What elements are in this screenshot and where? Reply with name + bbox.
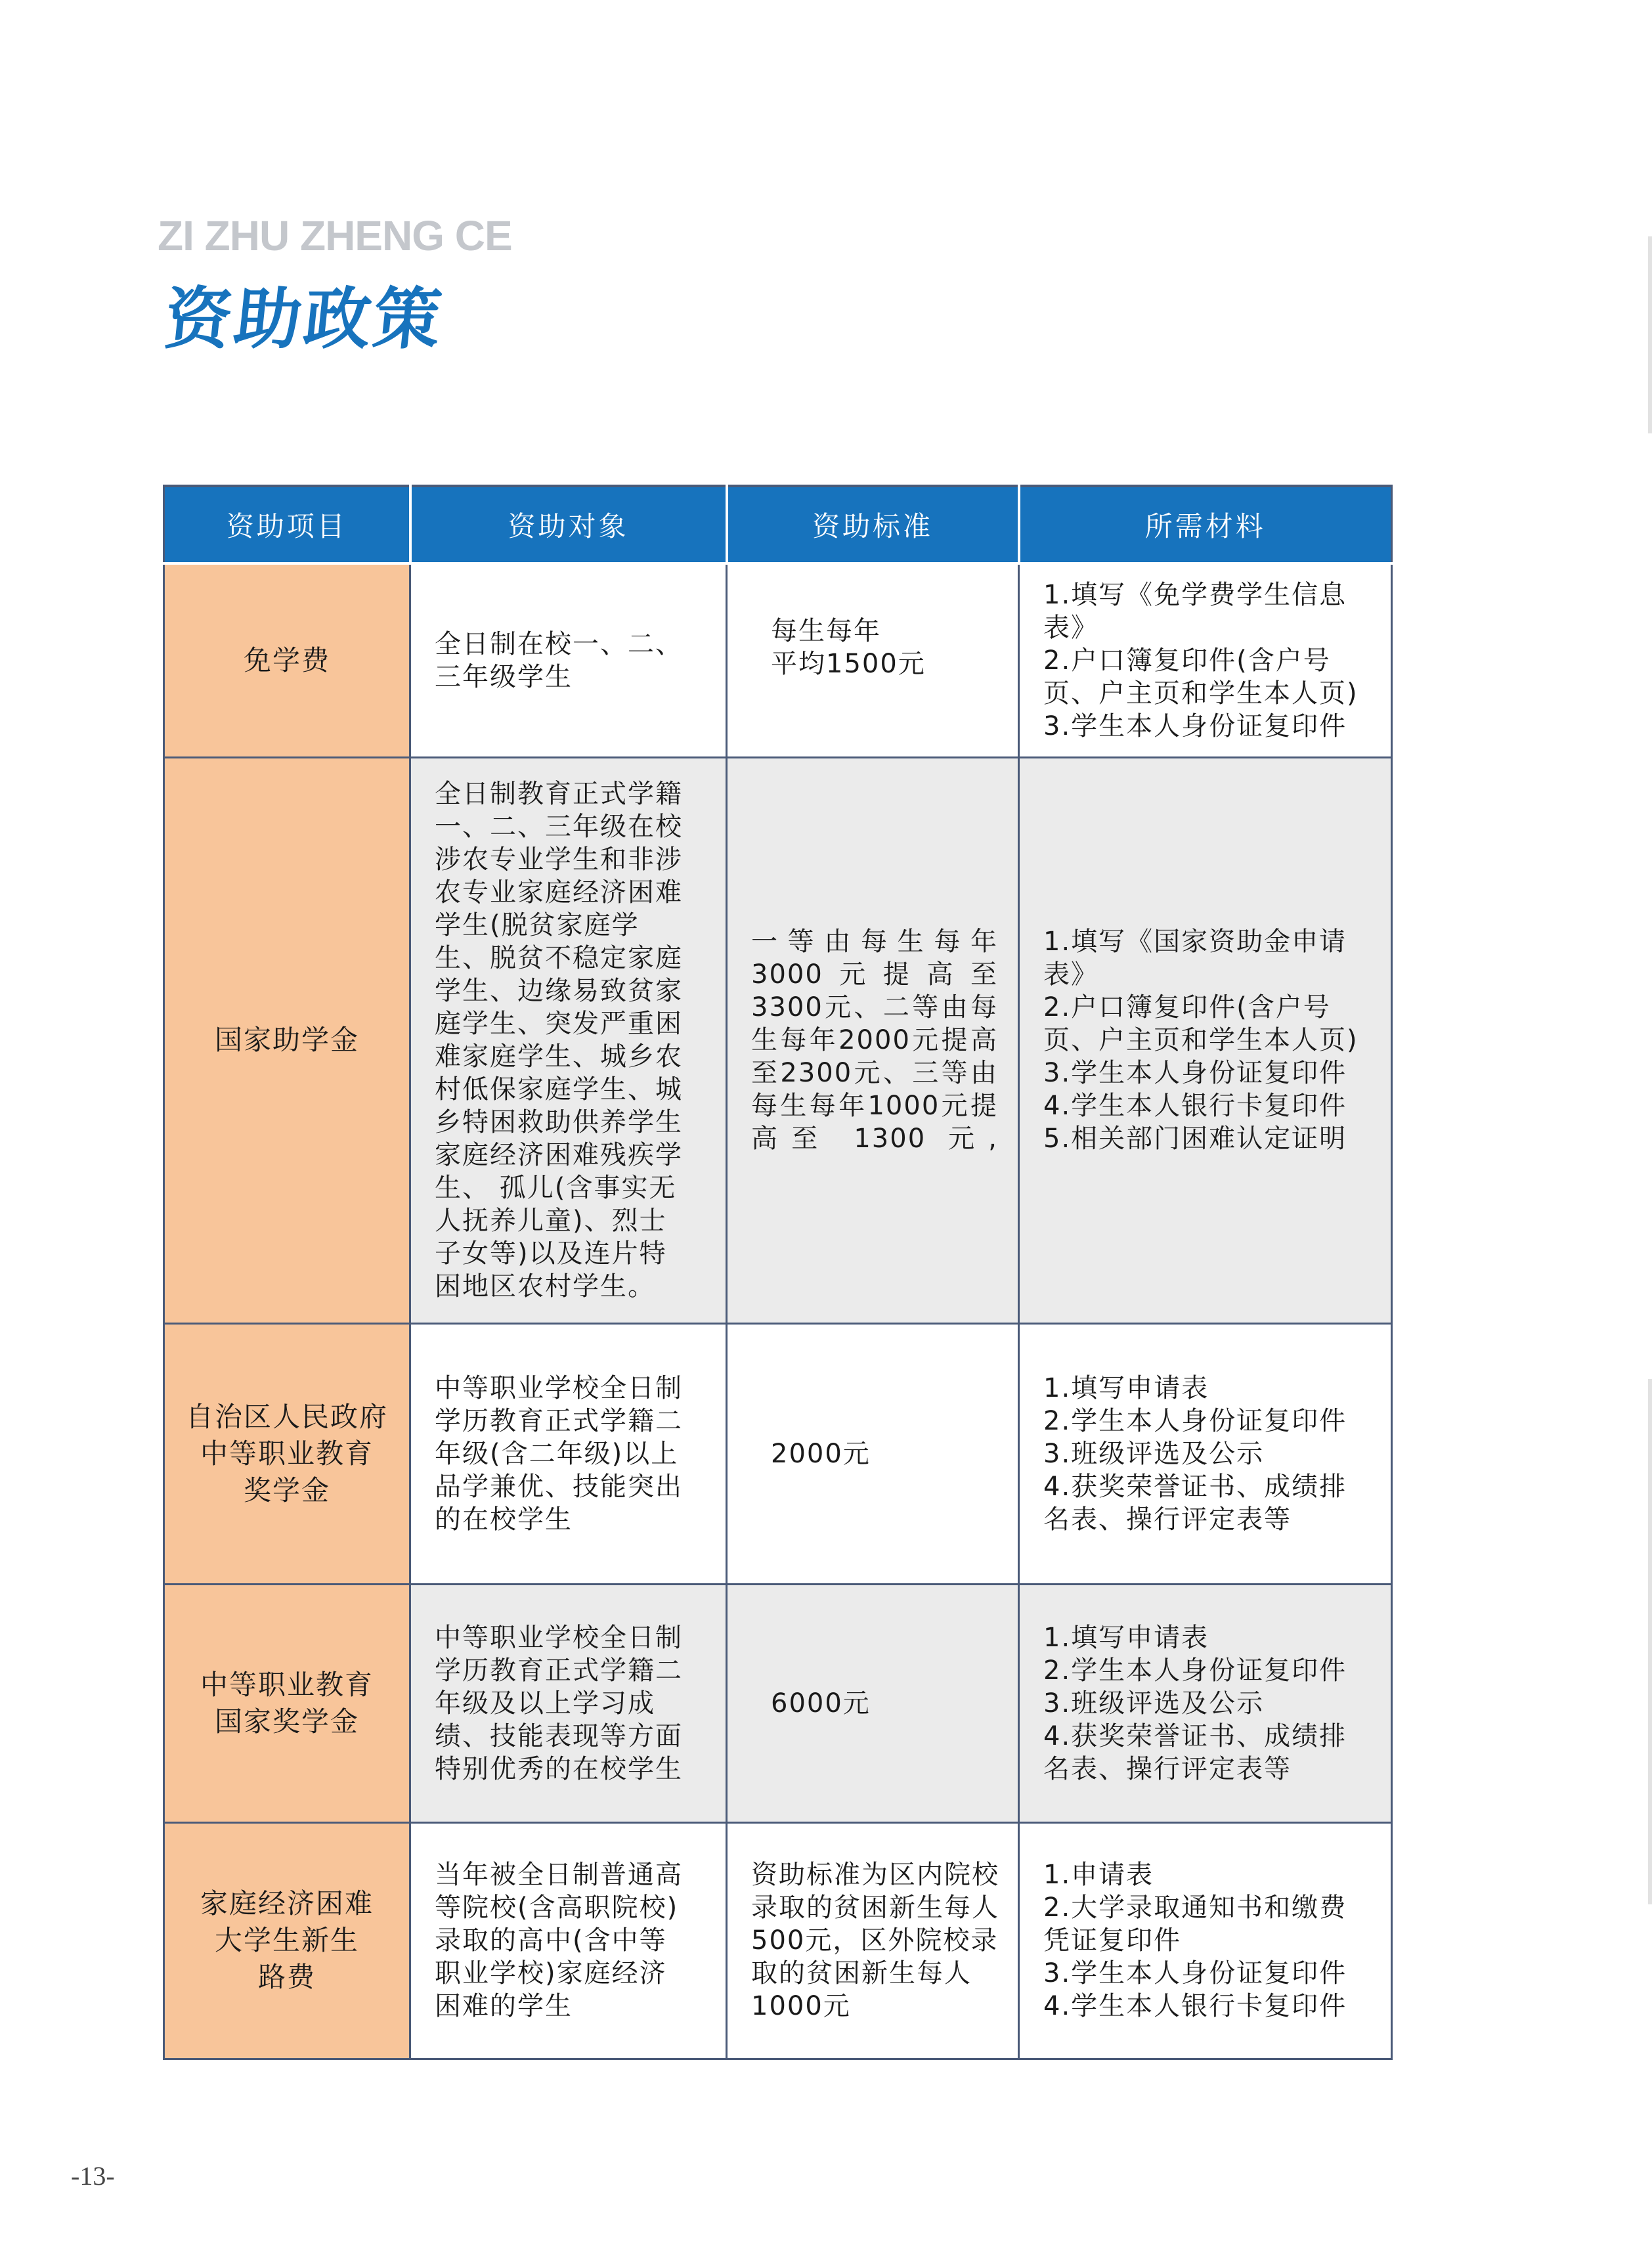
- cell-line: 名表、操行评定表等: [1043, 1504, 1292, 1535]
- cell-line: 4.获奖荣誉证书、成绩排: [1043, 1720, 1347, 1751]
- cell-line: 绩、技能表现等方面: [435, 1720, 683, 1751]
- cell-line: 学历教育正式学籍二: [435, 1655, 683, 1686]
- cell-line: 学生、边缘易致贫家: [435, 976, 683, 1006]
- header-item: 资助项目: [164, 486, 410, 563]
- cell-line: 路费: [257, 1961, 316, 1993]
- cell-line: 3.学生本人身份证复印件: [1043, 711, 1347, 741]
- cell-line: 的在校学生: [435, 1504, 573, 1535]
- cell-line: 大学生新生: [214, 1924, 359, 1956]
- cell-line: 3000元提高至: [751, 959, 998, 990]
- cell-line: 中等职业学校全日制: [435, 1622, 683, 1653]
- target-cell: [410, 563, 727, 757]
- cell-line: 家庭经济困难: [200, 1887, 374, 1919]
- cell-line: 农专业家庭经济困难: [435, 877, 683, 908]
- cell-line: 年级(含二年级)以上: [435, 1438, 679, 1469]
- target-cell: [410, 757, 727, 1323]
- table-row: [164, 757, 1392, 1323]
- page-number: -13-: [71, 2161, 115, 2191]
- cell-line: 2000元: [771, 1438, 871, 1469]
- standard-cell: [727, 757, 1019, 1323]
- target-cell: [410, 1323, 727, 1584]
- cell-line: 自治区人民政府: [185, 1400, 388, 1433]
- materials-cell: [1019, 1584, 1392, 1822]
- cell-line: 全日制教育正式学籍: [435, 779, 683, 809]
- materials-cell: [1019, 563, 1392, 757]
- cell-line: 生、 孤儿(含事实无: [435, 1173, 677, 1203]
- cell-line: 每生每年: [771, 615, 881, 646]
- cell-line: 人抚养儿童)、烈士: [435, 1206, 667, 1236]
- cell-line: 3.班级评选及公示: [1043, 1688, 1265, 1719]
- table-row: [164, 1822, 1392, 2059]
- cell-line: 中等职业学校全日制: [435, 1372, 683, 1403]
- cell-line: 5.相关部门困难认定证明: [1043, 1124, 1347, 1154]
- cell-line: 一、二、三年级在校: [435, 812, 683, 842]
- item-cell: [164, 563, 410, 757]
- cell-line: 1.填写《免学费学生信息: [1043, 579, 1347, 610]
- cell-line: 困难的学生: [435, 1991, 573, 2021]
- cell-line: 困地区农村学生。: [435, 1271, 655, 1302]
- edge-mark-bottom: [1648, 1379, 1652, 1904]
- cell-line: 500元，区外院校录: [751, 1925, 999, 1956]
- cell-line: 至2300元、三等由: [751, 1058, 998, 1088]
- cell-line: 1.填写申请表: [1043, 1372, 1209, 1403]
- cell-line: 生每年2000元提高: [751, 1025, 998, 1055]
- cell-line: 全日制在校一、二、: [435, 628, 683, 659]
- page-title: 资助政策: [160, 280, 448, 359]
- cell-line: 职业学校)家庭经济: [435, 1958, 667, 1988]
- cell-line: 名表、操行评定表等: [1043, 1753, 1292, 1784]
- target-cell: [410, 1584, 727, 1822]
- cell-line: 一等由每生每年: [751, 927, 998, 957]
- cell-line: 当年被全日制普通高: [435, 1860, 683, 1890]
- cell-line: 2.学生本人身份证复印件: [1043, 1655, 1347, 1686]
- cell-line: 涉农专业学生和非涉: [435, 844, 683, 875]
- standard-cell: [727, 1822, 1019, 2059]
- table-row: [164, 563, 1392, 757]
- cell-line: 3.学生本人身份证复印件: [1043, 1958, 1347, 1988]
- cell-line: 乡特困救助供养学生: [435, 1107, 683, 1137]
- cell-line: 生、脱贫不稳定家庭: [435, 943, 683, 973]
- cell-line: 学生(脱贫家庭学: [435, 910, 640, 940]
- cell-line: 4.学生本人银行卡复印件: [1043, 1991, 1347, 2021]
- table-row: [164, 1584, 1392, 1822]
- cell-line: 学历教育正式学籍二: [435, 1405, 683, 1436]
- standard-cell: [727, 1323, 1019, 1584]
- cell-line: 资助标准为区内院校: [751, 1860, 999, 1890]
- cell-line: 免学费: [243, 644, 330, 676]
- cell-line: 平均1500元: [771, 648, 926, 679]
- cell-line: 高至 1300 元,: [751, 1124, 998, 1154]
- item-cell: [164, 1822, 410, 2059]
- subsidy-policy-table-wrap: [163, 485, 1391, 2060]
- cell-line: 取的贫困新生每人: [751, 1958, 972, 1988]
- cell-line: 特别优秀的在校学生: [435, 1753, 683, 1784]
- cell-line: 1.填写申请表: [1043, 1622, 1209, 1653]
- cell-line: 每生每年1000元提: [751, 1091, 998, 1121]
- cell-line: 2.户口簿复印件(含户号: [1043, 992, 1331, 1022]
- header-standard: 资助标准: [727, 486, 1019, 563]
- cell-line: 村低保家庭学生、城: [435, 1074, 683, 1105]
- cell-line: 2.学生本人身份证复印件: [1043, 1405, 1347, 1436]
- cell-line: 国家奖学金: [214, 1705, 359, 1738]
- header-target: 资助对象: [410, 486, 727, 563]
- standard-cell: [727, 1584, 1019, 1822]
- page-subtitle: ZI ZHU ZHENG CE: [158, 212, 512, 259]
- cell-line: 奖学金: [243, 1474, 330, 1506]
- cell-line: 3.班级评选及公示: [1043, 1438, 1265, 1469]
- cell-line: 等院校(含高职院校): [435, 1893, 679, 1923]
- cell-line: 页、户主页和学生本人页): [1043, 1025, 1359, 1055]
- cell-line: 表》: [1043, 612, 1098, 643]
- materials-cell: [1019, 1323, 1392, 1584]
- cell-line: 国家助学金: [214, 1024, 359, 1056]
- cell-line: 1.申请表: [1043, 1860, 1154, 1890]
- cell-line: 家庭经济困难残疾学: [435, 1140, 683, 1170]
- subsidy-policy-table: [163, 485, 1393, 2060]
- cell-line: 三年级学生: [435, 661, 573, 692]
- cell-line: 3300元、二等由每: [751, 992, 998, 1022]
- cell-line: 页、户主页和学生本人页): [1043, 678, 1359, 709]
- cell-line: 品学兼优、技能突出: [435, 1471, 683, 1502]
- edge-mark-top: [1648, 236, 1652, 433]
- standard-cell: [727, 563, 1019, 757]
- cell-line: 录取的高中(含中等: [435, 1925, 667, 1956]
- item-cell: [164, 1584, 410, 1822]
- cell-line: 4.获奖荣誉证书、成绩排: [1043, 1471, 1347, 1502]
- cell-line: 中等职业教育: [200, 1668, 374, 1701]
- table-row: [164, 1323, 1392, 1584]
- cell-line: 子女等)以及连片特: [435, 1238, 667, 1269]
- cell-line: 难家庭学生、城乡农: [435, 1041, 683, 1072]
- cell-line: 年级及以上学习成: [435, 1688, 655, 1719]
- header-materials: 所需材料: [1019, 486, 1392, 563]
- cell-line: 3.学生本人身份证复印件: [1043, 1058, 1347, 1088]
- target-cell: [410, 1822, 727, 2059]
- cell-line: 凭证复印件: [1043, 1925, 1181, 1956]
- cell-line: 表》: [1043, 959, 1098, 990]
- table-header-row: [164, 486, 1392, 563]
- cell-line: 中等职业教育: [200, 1437, 374, 1470]
- materials-cell: [1019, 757, 1392, 1323]
- cell-line: 1000元: [751, 1991, 851, 2021]
- cell-line: 庭学生、突发严重困: [435, 1009, 683, 1039]
- materials-cell: [1019, 1822, 1392, 2059]
- cell-line: 6000元: [771, 1688, 871, 1719]
- cell-line: 4.学生本人银行卡复印件: [1043, 1091, 1347, 1121]
- item-cell: [164, 757, 410, 1323]
- cell-line: 1.填写《国家资助金申请: [1043, 927, 1347, 957]
- cell-line: 2.大学录取通知书和缴费: [1043, 1893, 1347, 1923]
- cell-line: 录取的贫困新生每人: [751, 1893, 999, 1923]
- item-cell: [164, 1323, 410, 1584]
- cell-line: 2.户口簿复印件(含户号: [1043, 645, 1331, 676]
